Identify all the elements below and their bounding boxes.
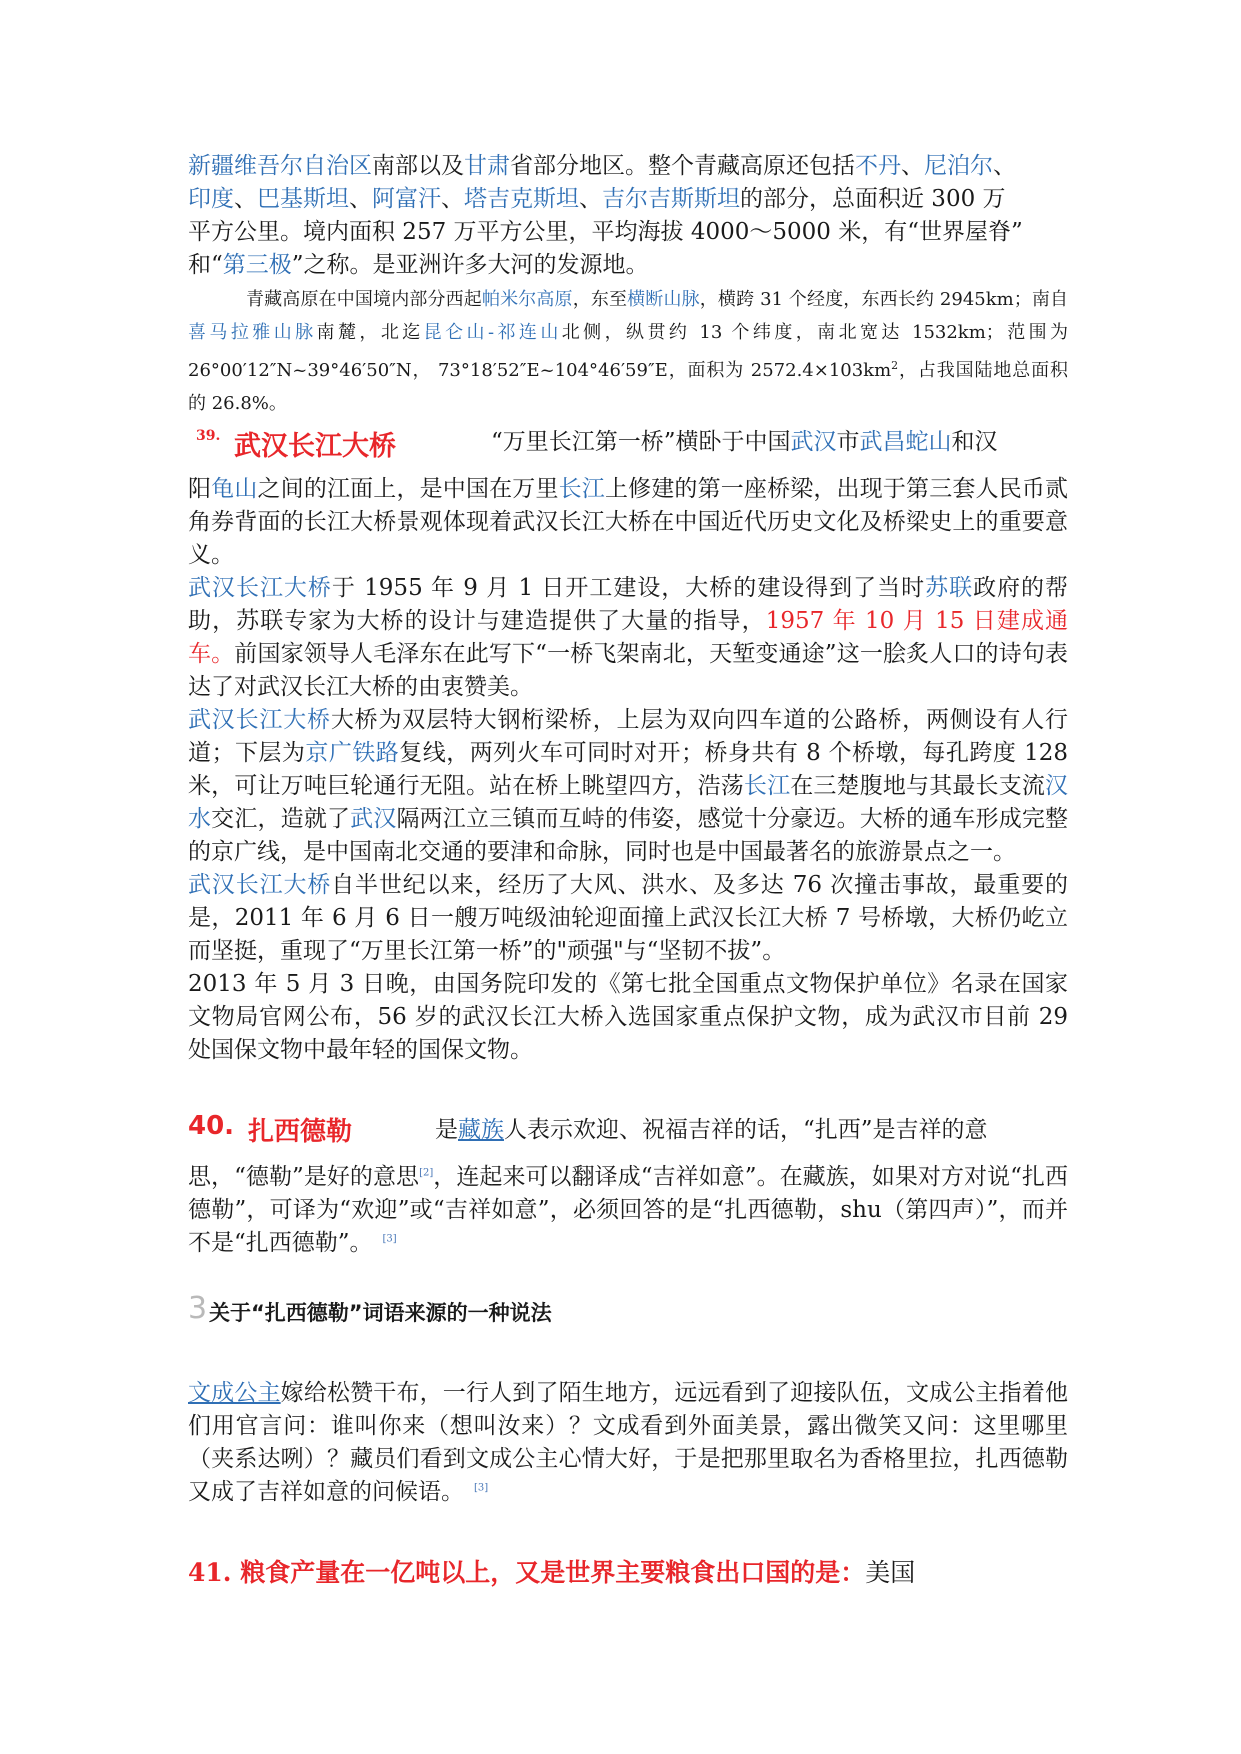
link-soviet[interactable]: 苏联 [925, 575, 974, 601]
intro-line-2 [188, 183, 1068, 216]
reference-link[interactable]: [3] [474, 1482, 489, 1494]
subsection-body [188, 1377, 1068, 1509]
intro-paragraph [188, 150, 1068, 282]
section-title: 扎西德勒 [248, 1117, 353, 1147]
link-tajikistan[interactable]: 塔吉克斯坦 [464, 186, 579, 212]
link-changjiang[interactable]: 长江 [558, 476, 605, 502]
link-pakistan[interactable]: 巴基斯坦 [257, 186, 349, 212]
text: 嫁给松赞干布，一行人到了陌生地方，远远看到了迎接队伍，文成公主指着他们用官言问：谁叫你来（想叫汝来）？文成看到外面美景，露出微笑又问：这里哪里（夹系达咧）？藏员们看到文成公主心情大好，于是把那里取名为香格里拉，扎西德勒又成了吉祥如意的问候语。 [188, 1380, 1069, 1505]
text: 市 [836, 429, 860, 455]
paragraph [188, 572, 1068, 704]
link-bridge[interactable]: 武汉长江大桥 [188, 872, 332, 898]
link-princess-wencheng[interactable]: 文成公主 [188, 1380, 281, 1406]
link-india[interactable]: 印度 [188, 186, 234, 212]
section-intro [491, 426, 998, 459]
link-jingguang-railway[interactable]: 京广铁路 [305, 740, 400, 766]
link-bridge[interactable]: 武汉长江大桥 [188, 575, 332, 601]
text: “万里长江第一桥”横卧于中国 [491, 429, 791, 455]
text: 是 [435, 1117, 458, 1143]
text: 北侧，纵贯约 13 个纬度，南北宽达 1532km；范围为 26°00′12″N~39°46′50″N， 73°18′52″E~104°46′59″E，面积为 2572.4×103km [188, 322, 1069, 381]
text: 省部分地区。整个青藏高原还包括 [510, 153, 855, 179]
text: 、 [441, 186, 464, 212]
section-39-heading [188, 424, 1068, 464]
text: 上修建的第一座桥梁，出现于第三套人民币贰角券背面的长江大桥景观体现着武汉长江大桥在中国近代历史文化及桥梁史上的重要意义。 [188, 476, 1069, 568]
question-41 [188, 1553, 1068, 1589]
paragraph [188, 473, 1068, 572]
link-gansu[interactable]: 甘肃 [464, 153, 510, 179]
text: 政府的帮助，苏联专家为大桥的设计与建造提供了大量的指导， [188, 575, 1069, 634]
text: ，连起来可以翻译成“吉祥如意”。在藏族，如果对方对说“扎西德勒”，可译为“欢迎”或“吉祥如意”，必须回答的是“扎西德勒，shu（第四声）”，而并不是“扎西德勒”。 [188, 1164, 1068, 1256]
superscript: 2 [891, 359, 899, 372]
text: 、 [234, 186, 257, 212]
link-hengduan[interactable]: 横断山脉 [627, 289, 700, 310]
text: - [487, 322, 495, 343]
text: 在三楚腹地与其最长支流 [790, 773, 1046, 799]
link-himalaya[interactable]: 喜马拉雅山脉 [188, 322, 317, 343]
link-wuhan[interactable]: 武汉 [350, 806, 397, 832]
text: 南麓，北迄 [316, 322, 424, 343]
reference-link[interactable]: [3] [382, 1233, 397, 1245]
section-number: 40. [188, 1111, 235, 1141]
section-40-heading [188, 1111, 1068, 1151]
question-text: 41. 粮食产量在一亿吨以上，又是世界主要粮食出口国的是： [188, 1558, 866, 1587]
intro-line-1 [188, 150, 1068, 183]
link-hanshui[interactable]: 汉水 [188, 773, 1069, 832]
section-40-body [188, 1161, 1068, 1260]
text: ”之称。是亚洲许多大河的发源地。 [291, 252, 649, 278]
link-wuhan[interactable]: 武汉 [790, 429, 837, 455]
text: 前国家领导人毛泽东在此写下“一桥飞架南北，天堑变通途”这一脍炙人口的诗句表达了对武汉长江大桥的由衷赞美。 [188, 641, 1068, 700]
paragraph: 2013 年 5 月 3 日晚，由国务院印发的《第七批全国重点文物保护单位》名录在国家文物局官网公布，56 岁的武汉长江大桥入选国家重点保护文物，成为武汉市目前 29 处国保文物中最年轻的国保文物。 [188, 971, 1068, 1063]
paragraph [188, 704, 1068, 869]
link-bridge[interactable]: 武汉长江大桥 [188, 707, 331, 733]
link-tibetan[interactable]: 藏族 [458, 1117, 504, 1143]
intro-line-4 [188, 249, 1068, 282]
text: 自半世纪以来，经历了大风、洪水、及多达 76 次撞击事故，最重要的是，2011 年 6 月 6 日一艘万吨级油轮迎面撞上武汉长江大桥 7 号桥墩，大桥仍屹立而坚挺，重现了“万里长江第一桥”的"顽强"与“坚韧不拔”。 [188, 872, 1069, 964]
plateau-detail-paragraph [188, 283, 1068, 420]
text: ，横跨 31 个经度，东西长约 2945km；南自 [699, 289, 1069, 310]
link-wuchang-sheshan[interactable]: 武昌蛇山 [859, 429, 952, 455]
link-xinjiang[interactable]: 新疆维吾尔自治区 [188, 153, 372, 179]
link-bhutan[interactable]: 不丹 [855, 153, 901, 179]
text: 和汉 [951, 429, 998, 455]
subsection-number: 3 [188, 1291, 208, 1326]
text: 的部分，总面积近 300 万 [740, 186, 1006, 212]
link-kunlun[interactable]: 昆仑山 [423, 322, 488, 343]
text: 复线，两列火车可同时对开；桥身共有 8 个桥墩，每孔跨度 128 米，可让万吨巨轮通行无阻。站在桥上眺望四方，浩荡 [188, 740, 1069, 799]
text: 之间的江面上，是中国在万里 [257, 476, 559, 502]
section-39-body [188, 473, 1068, 1067]
text: 、 [349, 186, 372, 212]
link-nepal[interactable]: 尼泊尔 [924, 153, 993, 179]
section-title: 武汉长江大桥 [234, 431, 396, 462]
text: 于 1955 年 9 月 1 日开工建设，大桥的建设得到了当时 [331, 575, 926, 601]
link-kyrgyzstan[interactable]: 吉尔吉斯斯坦 [602, 186, 740, 212]
link-qilian[interactable]: 祁连山 [494, 322, 562, 343]
link-guishan[interactable]: 龟山 [211, 476, 258, 502]
text: ，东至 [572, 289, 628, 310]
text: 、 [993, 153, 1016, 179]
text: 、 [901, 153, 924, 179]
text: 阳 [188, 476, 212, 502]
text: 青藏高原在中国境内部分西起 [246, 289, 482, 310]
reference-link[interactable]: [2] [419, 1167, 434, 1179]
text: 、 [579, 186, 602, 212]
link-pamir[interactable]: 帕米尔高原 [481, 289, 573, 310]
subsection-title: 关于“扎西德勒”词语来源的一种说法 [209, 1301, 552, 1325]
text: 和“ [188, 252, 223, 278]
link-afghanistan[interactable]: 阿富汗 [372, 186, 441, 212]
section-number: 39. [196, 428, 221, 444]
text: 思，“德勒”是好的意思 [188, 1164, 420, 1190]
text: 隔两江立三镇而互峙的伟姿，感觉十分豪迈。大桥的通车形成完整的京广线，是中国南北交通的要津和命脉，同时也是中国最著名的旅游景点之一。 [188, 806, 1069, 865]
text: 南部以及 [372, 153, 464, 179]
answer-text: 美国 [865, 1558, 916, 1587]
text: ，占我国陆地总面积的 26.8%。 [188, 360, 1068, 414]
link-third-pole[interactable]: 第三极 [222, 252, 292, 278]
highlight-opening-date: 1957 年 10 月 15 日建成通车。 [188, 608, 1069, 667]
paragraph [188, 869, 1068, 968]
section-intro [435, 1114, 988, 1147]
text: 交汇，造就了 [211, 806, 351, 832]
intro-line-3: 平方公里。境内面积 257 万平方公里，平均海拔 4000～5000 米，有“世界屋脊” [188, 219, 1023, 245]
subsection-heading [188, 1291, 1068, 1331]
text: 大桥为双层特大钢桁梁桥，上层为双向四车道的公路桥，两侧设有人行道；下层为 [188, 707, 1069, 766]
link-changjiang[interactable]: 长江 [743, 773, 791, 799]
text: 人表示欢迎、祝福吉祥的话，“扎西”是吉祥的意 [504, 1117, 988, 1143]
